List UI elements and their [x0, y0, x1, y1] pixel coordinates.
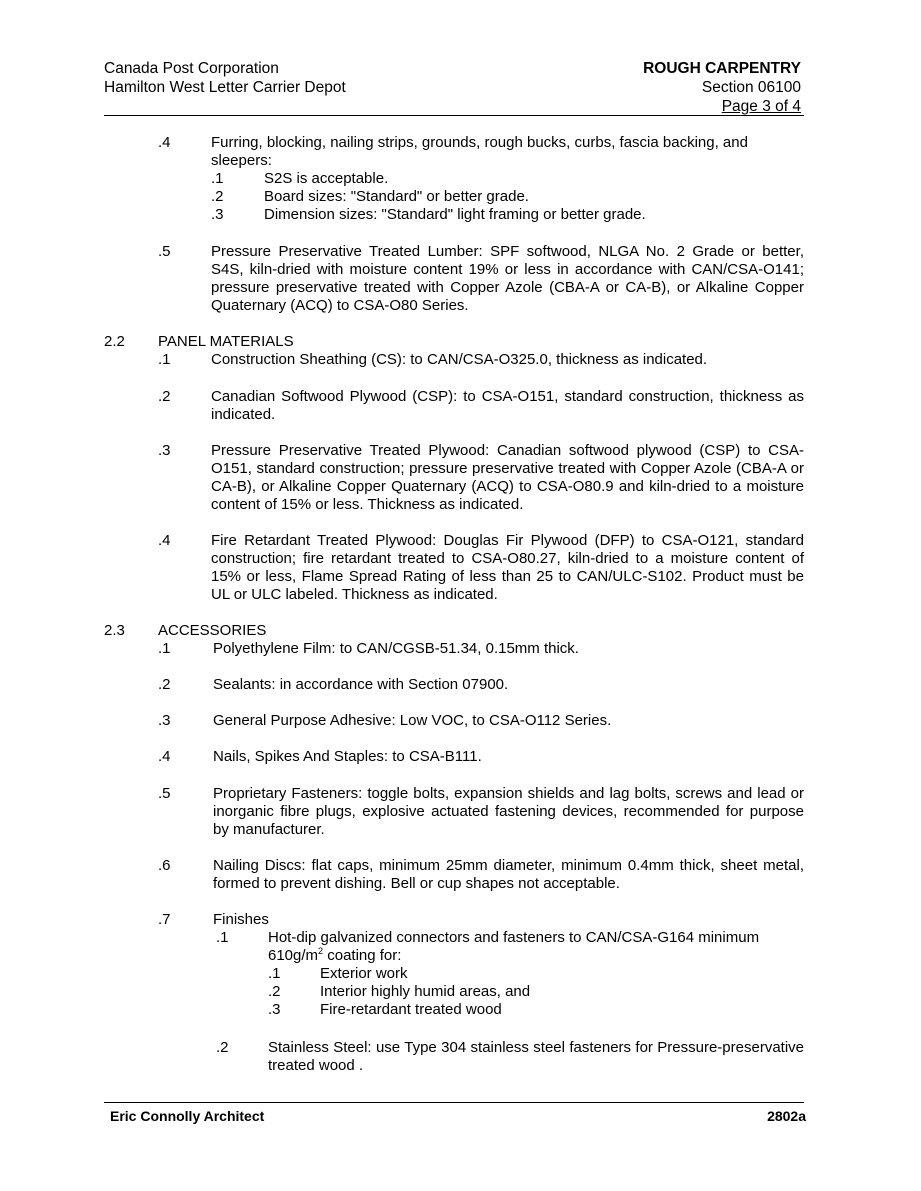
- subitem-number: .3: [211, 206, 224, 223]
- item-text: Polyethylene Film: to CAN/CGSB-51.34, 0.15mm thick.: [213, 640, 579, 657]
- item-number: .4: [158, 532, 171, 549]
- item-text: Finishes: [213, 911, 269, 928]
- footer-architect: Eric Connolly Architect: [110, 1108, 265, 1124]
- section-number: 2.2: [104, 333, 125, 350]
- item-number: .2: [158, 676, 171, 693]
- subsubitem-text: Interior highly humid areas, and: [320, 983, 531, 1000]
- item-text: Canadian Softwood Plywood (CSP): to CSA-O151, standard construction, thickness as indicated.: [211, 388, 804, 423]
- item-number: .4: [158, 748, 171, 765]
- header-rule: [104, 115, 804, 116]
- subitem-text-cont: [268, 947, 401, 965]
- header-section-number: Section 06100: [701, 79, 801, 96]
- item-text: Pressure Preservative Treated Lumber: SPF softwood, NLGA No. 2 Grade or better, S4S, kiln-dried with moisture content 19% or less in accordance with CAN/CSA-O141; pressure preservative treated with Copper Azole (CBA-A or CA-B), or Alkaline Copper Quaternary (ACQ) to CSA-O80 Series.: [211, 243, 804, 314]
- subsubitem-number: .1: [268, 965, 281, 982]
- item-text: Nails, Spikes And Staples: to CSA-B111.: [213, 748, 482, 765]
- subsubitem-text: Fire-retardant treated wood: [320, 1001, 502, 1018]
- header-page-number: Page 3 of 4: [721, 98, 801, 115]
- section-title: PANEL MATERIALS: [158, 333, 294, 350]
- header-section-title: ROUGH CARPENTRY: [643, 60, 801, 77]
- subitem-text: Stainless Steel: use Type 304 stainless steel fasteners for Pressure-preservative treated wood .: [268, 1039, 804, 1074]
- item-text: Pressure Preservative Treated Plywood: Canadian softwood plywood (CSP) to CSA-O151, standard construction; pressure preservative treated with Copper Azole (CBA-A or CA-B), or Alkaline Copper Quaternary (ACQ) to CSA-O80.9 and kiln-dried to a moisture content of 15% or less. Thickness as indicated.: [211, 442, 804, 513]
- subsubitem-number: .3: [268, 1001, 281, 1018]
- item-number: .2: [158, 388, 171, 405]
- superscript: 2: [318, 946, 324, 956]
- item-number: .1: [158, 640, 171, 657]
- item-number: .4: [158, 134, 171, 151]
- item-text: Nailing Discs: flat caps, minimum 25mm diameter, minimum 0.4mm thick, sheet metal, formed to prevent dishing. Bell or cup shapes not acceptable.: [213, 857, 804, 892]
- item-text: Construction Sheathing (CS): to CAN/CSA-O325.0, thickness as indicated.: [211, 351, 708, 368]
- item-text: Sealants: in accordance with Section 07900.: [213, 676, 509, 693]
- footer-rule: [104, 1102, 804, 1103]
- subitem-number: .1: [211, 170, 224, 187]
- subitem-text: Hot-dip galvanized connectors and fasteners to CAN/CSA-G164 minimum: [268, 929, 760, 946]
- item-text: Proprietary Fasteners: toggle bolts, expansion shields and lag bolts, screws and lead or inorganic fibre plugs, explosive actuated fastening devices, recommended for purpose by manufacturer.: [213, 785, 804, 838]
- item-number: .3: [158, 712, 171, 729]
- subitem-text: Dimension sizes: "Standard" light framing or better grade.: [264, 206, 646, 223]
- subitem-text: S2S is acceptable.: [264, 170, 389, 187]
- item-text-cont: sleepers:: [211, 152, 272, 169]
- item-number: .3: [158, 442, 171, 459]
- subitem-number: .2: [211, 188, 224, 205]
- section-title: ACCESSORIES: [158, 622, 267, 639]
- header-project: Hamilton West Letter Carrier Depot: [104, 79, 346, 96]
- subitem-number: .2: [216, 1039, 229, 1056]
- item-text: General Purpose Adhesive: Low VOC, to CSA-O112 Series.: [213, 712, 612, 729]
- subsubitem-text: Exterior work: [320, 965, 408, 982]
- coating-text: coating for:: [323, 947, 402, 964]
- coating-weight: 610g/m: [268, 947, 319, 964]
- subsubitem-number: .2: [268, 983, 281, 1000]
- item-text: Fire Retardant Treated Plywood: Douglas Fir Plywood (DFP) to CSA-O121, standard construction; fire retardant treated to CSA-O80.27, kiln-dried to a moisture content of 15% or less, Flame Spread Rating of less than 25 to CAN/ULC-S102. Product must be UL or ULC labeled. Thickness as indicated.: [211, 532, 804, 603]
- item-number: .6: [158, 857, 171, 874]
- subitem-text: Board sizes: "Standard" or better grade.: [264, 188, 529, 205]
- item-text: Furring, blocking, nailing strips, grounds, rough bucks, curbs, fascia backing, and: [211, 134, 748, 151]
- item-number: .5: [158, 243, 171, 260]
- item-number: .5: [158, 785, 171, 802]
- header-org: Canada Post Corporation: [104, 60, 279, 77]
- item-number: .1: [158, 351, 171, 368]
- section-number: 2.3: [104, 622, 125, 639]
- item-number: .7: [158, 911, 171, 928]
- footer-project-number: 2802a: [767, 1108, 806, 1124]
- subitem-number: .1: [216, 929, 229, 946]
